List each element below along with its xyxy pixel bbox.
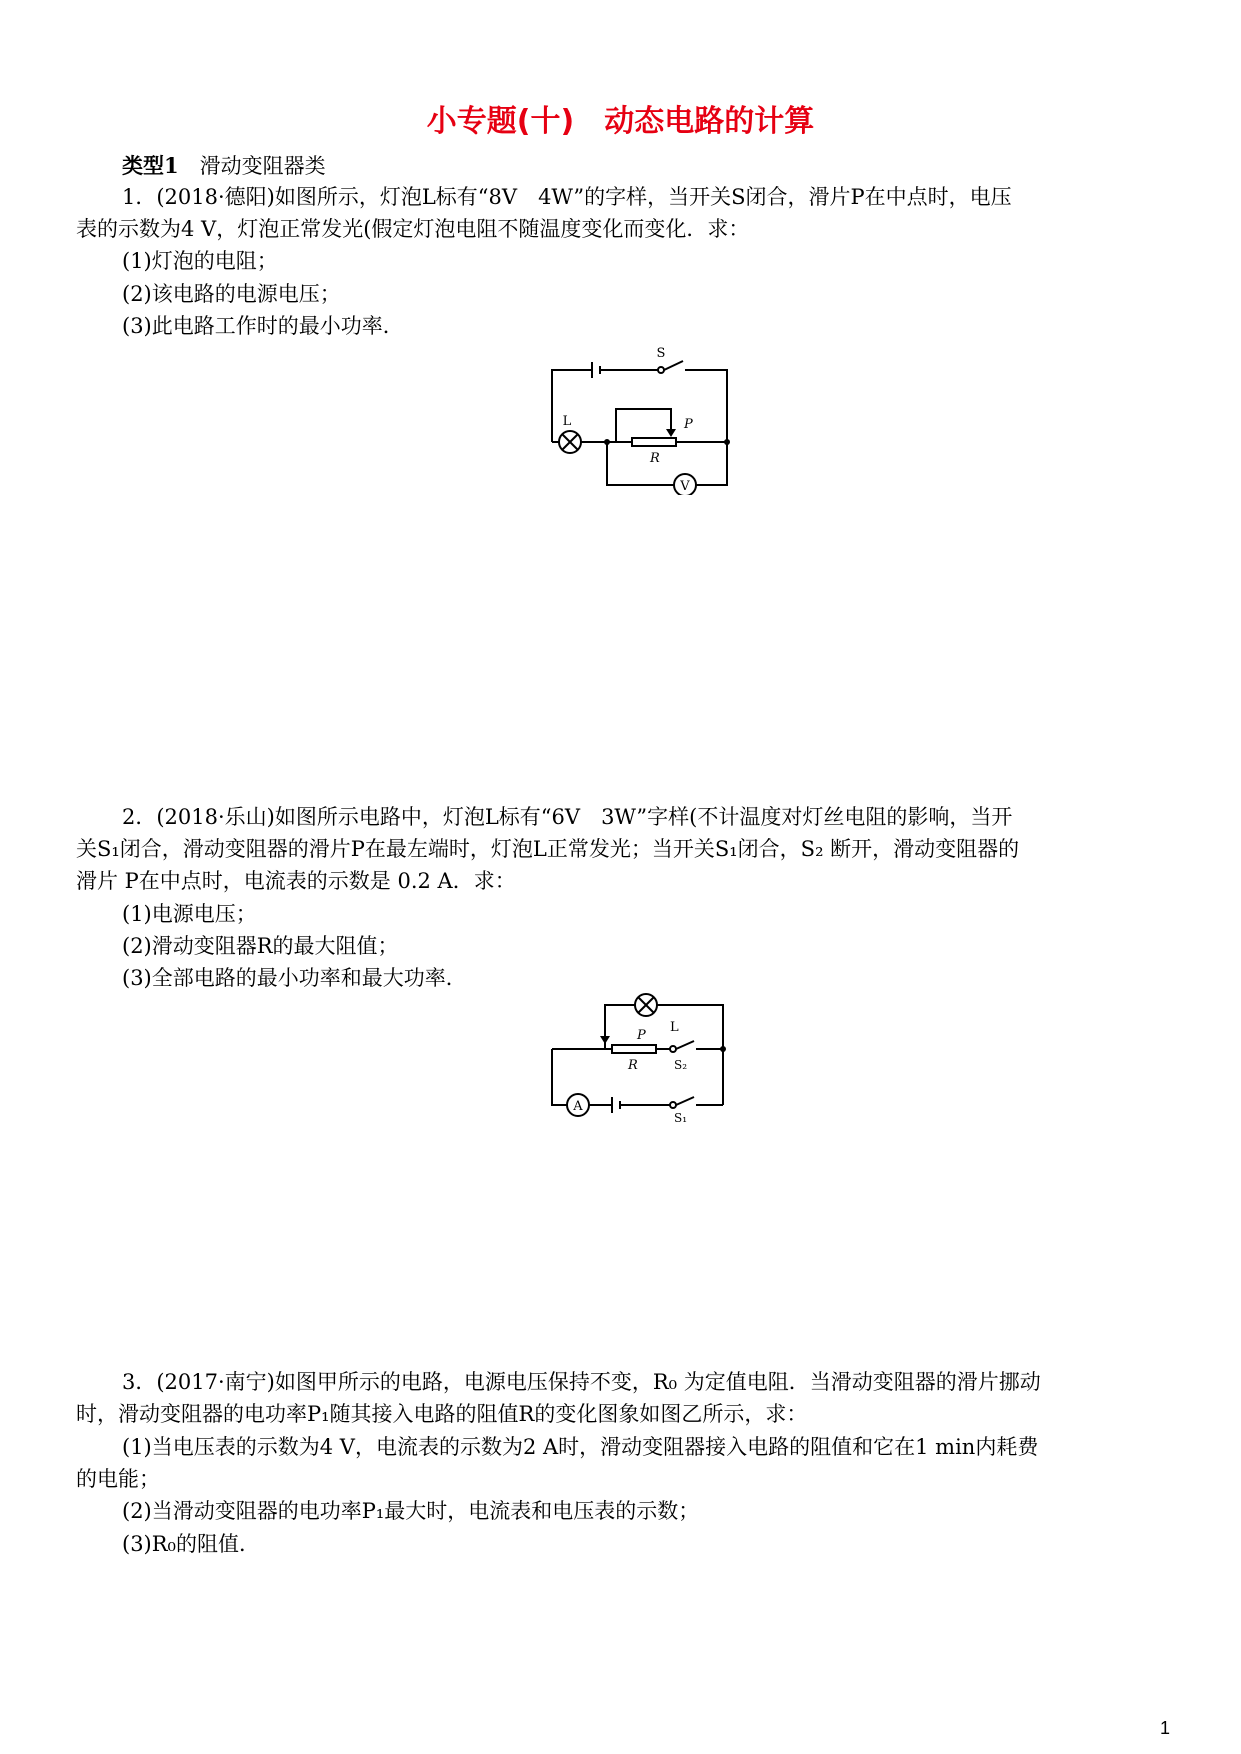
q1-circuit-diagram	[540, 345, 740, 495]
q1-label-switch: S	[656, 346, 666, 361]
section-label: 类型1	[122, 153, 179, 178]
q2-label-slider: P	[637, 1028, 646, 1043]
q1-item-3: (3)此电路工作时的最小功率．	[122, 314, 404, 338]
q2-circuit-diagram	[540, 985, 740, 1125]
q2-item-1: (1)电源电压；	[122, 902, 257, 926]
q3-item-2: (2)当滑动变阻器的电功率P₁最大时，电流表和电压表的示数；	[122, 1499, 700, 1523]
q2-item-3: (3)全部电路的最小功率和最大功率．	[122, 966, 467, 990]
q1-line-1: 1．(2018·德阳)如图所示，灯泡L标有“8V 4W”的字样，当开关S闭合，滑片P在中点时，电压	[122, 185, 1012, 209]
q1-item-2: (2)该电路的电源电压；	[122, 282, 341, 306]
q1-line-2: 表的示数为4 V，灯泡正常发光(假定灯泡电阻不随温度变化而变化．求：	[76, 217, 750, 241]
section-heading	[122, 152, 326, 180]
q2-label-switch2: S₂	[674, 1058, 688, 1072]
q2-item-2: (2)滑动变阻器R的最大阻值；	[122, 934, 399, 958]
q2-line-1: 2．(2018·乐山)如图所示电路中，灯泡L标有“6V 3W”字样(不计温度对灯丝电阻的影响，当开	[122, 805, 1013, 829]
q1-label-lamp: L	[562, 414, 572, 429]
q3-item-1: (1)当电压表的示数为4 V，电流表的示数为2 A时，滑动变阻器接入电路的阻值和它在1 min内耗费	[122, 1435, 1039, 1459]
q2-label-resistor: R	[628, 1058, 638, 1073]
q3-line-1: 3．(2017·南宁)如图甲所示的电路，电源电压保持不变，R₀ 为定值电阻．当滑动变阻器的滑片挪动	[122, 1370, 1041, 1394]
page-title: 小专题(十) 动态电路的计算	[426, 104, 815, 139]
q1-label-slider: P	[684, 417, 693, 432]
section-text: 滑动变阻器类	[199, 154, 326, 178]
q1-label-resistor: R	[650, 451, 660, 466]
q3-line-2: 时，滑动变阻器的电功率P₁随其接入电路的阻值R的变化图象如图乙所示，求：	[76, 1402, 808, 1426]
q2-label-lamp: L	[670, 1020, 679, 1035]
q2-line-2: 关S₁闭合，滑动变阻器的滑片P在最左端时，灯泡L正常发光；当开关S₁闭合，S₂ 断开，滑动变阻器的	[76, 837, 1020, 861]
q1-item-1: (1)灯泡的电阻；	[122, 249, 278, 273]
q2-label-switch1: S₁	[674, 1111, 688, 1125]
q2-label-ammeter: A	[573, 1099, 583, 1114]
q3-item-1-cont: 的电能；	[76, 1467, 160, 1491]
q2-line-3: 滑片 P在中点时，电流表的示数是 0.2 A．求：	[76, 869, 516, 893]
page-number: 1	[1160, 1718, 1171, 1738]
q3-item-3: (3)R₀的阻值．	[122, 1532, 260, 1556]
q1-label-voltmeter: V	[680, 479, 690, 494]
